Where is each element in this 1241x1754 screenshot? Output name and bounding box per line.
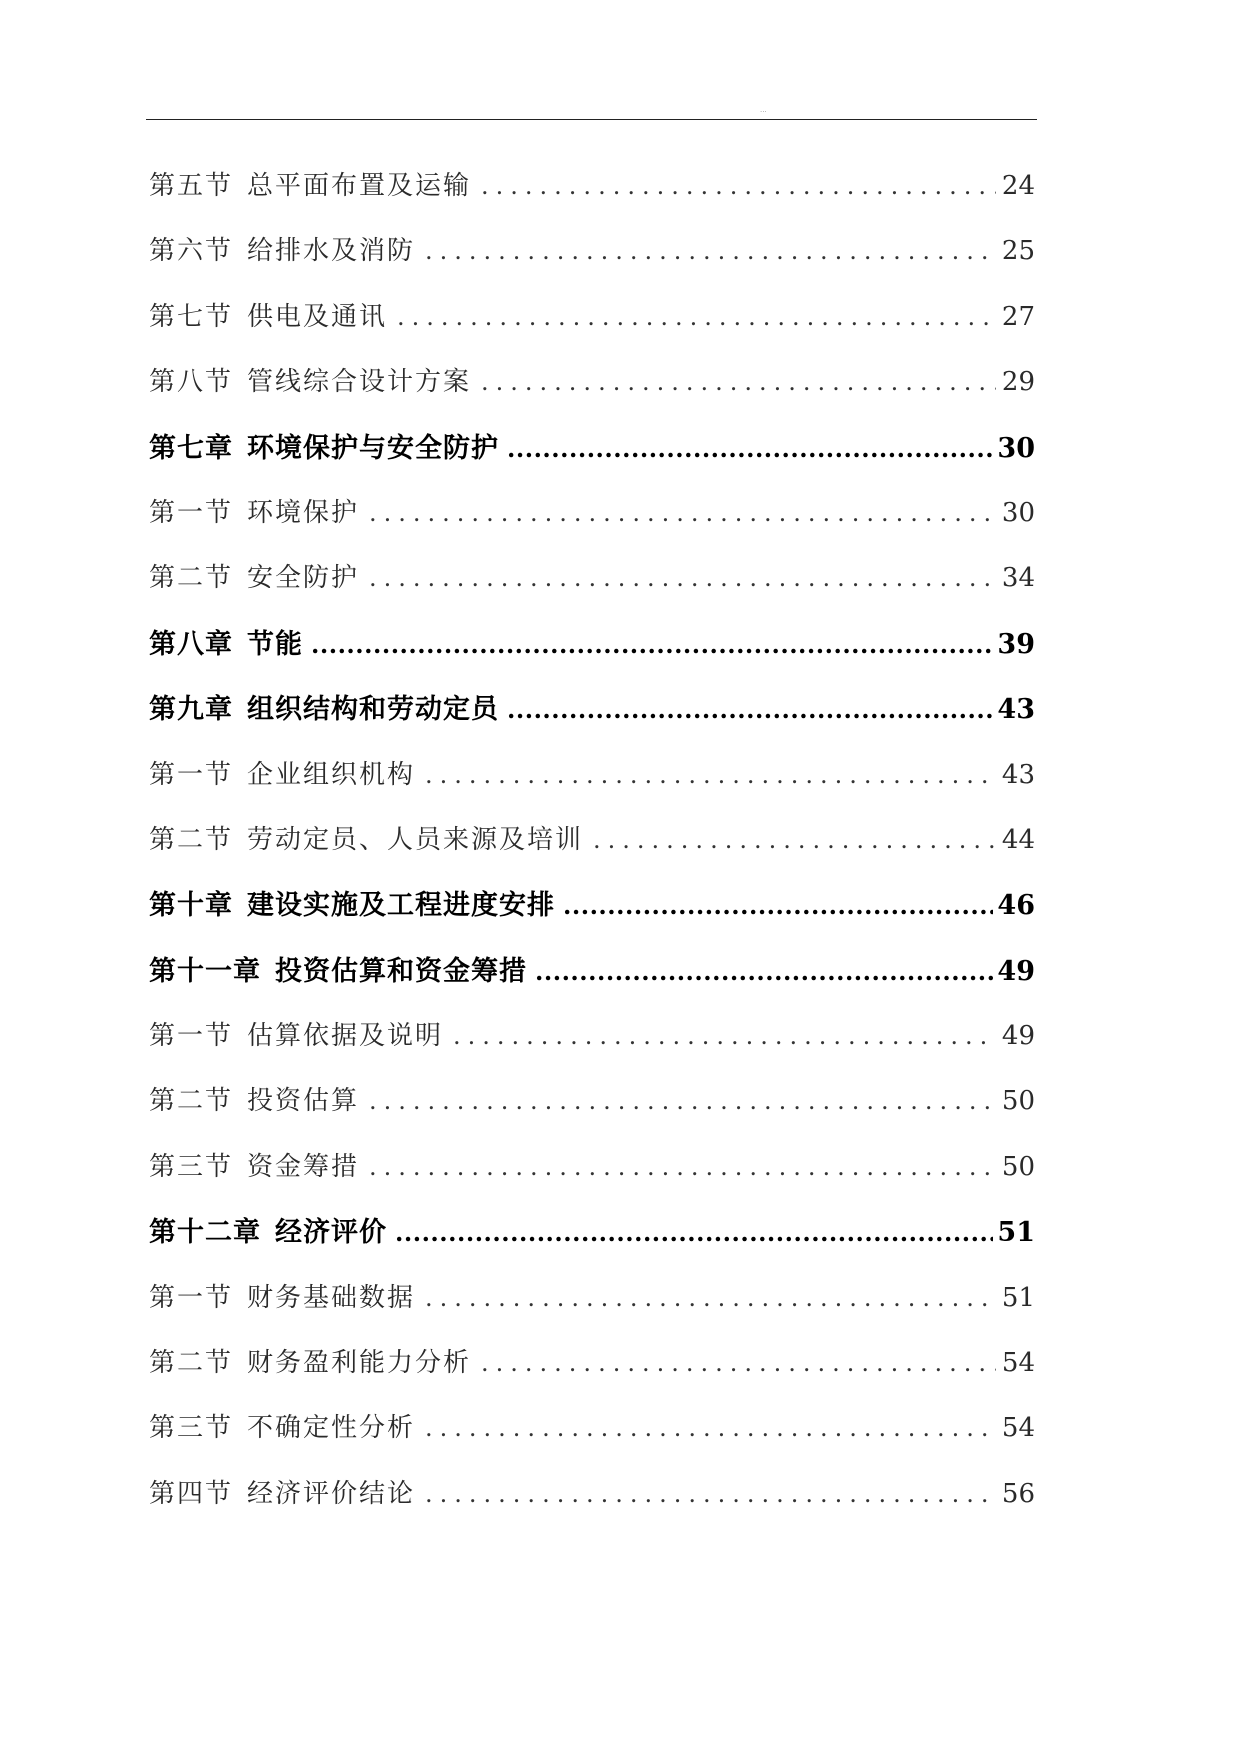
dot-leader	[425, 1266, 996, 1331]
toc-entry-number: 第二节	[149, 824, 234, 855]
dot-leader	[507, 416, 993, 481]
toc-entry-number: 第六节	[149, 236, 234, 267]
toc-entry-title: 环境保护与安全防护	[247, 432, 499, 464]
toc-entry-number: 第十章	[149, 890, 233, 922]
dot-leader	[311, 612, 993, 677]
dot-leader	[369, 481, 996, 546]
toc-entry-page: 25	[1001, 236, 1035, 267]
toc-entry[interactable]	[149, 350, 1035, 415]
toc-entry-number: 第一节	[149, 1021, 234, 1052]
dot-leader	[453, 1004, 996, 1069]
dot-leader	[369, 1069, 996, 1134]
toc-entry-number: 第一节	[149, 497, 234, 528]
toc-entry[interactable]	[149, 808, 1035, 873]
toc-entry-page: 49	[1001, 1021, 1035, 1052]
header-rule	[146, 119, 1037, 120]
toc-entry-page: 50	[1001, 1086, 1035, 1117]
toc-entry-title: 投资估算	[247, 1086, 360, 1117]
dot-leader	[507, 677, 993, 742]
toc-entry-title: 建设实施及工程进度安排	[247, 890, 555, 922]
toc-entry[interactable]	[149, 219, 1035, 284]
toc-entry[interactable]	[149, 939, 1035, 1004]
toc-entry-page: 39	[997, 628, 1035, 660]
toc-entry-page: 30	[1001, 497, 1035, 528]
toc-entry-title: 环境保护	[247, 497, 360, 528]
toc-entry-title: 节能	[247, 628, 303, 660]
toc-entry-title: 投资估算和资金筹措	[275, 955, 527, 987]
dot-leader	[395, 1200, 993, 1265]
toc-entry-number: 第五节	[149, 171, 234, 201]
toc-entry-page: 43	[1001, 759, 1035, 790]
dot-leader	[481, 1331, 996, 1396]
toc-entry[interactable]	[149, 743, 1035, 808]
toc-entry-number: 第二节	[149, 563, 234, 594]
toc-entry[interactable]	[149, 416, 1035, 481]
toc-entry-page: 29	[1001, 367, 1035, 398]
toc-entry-page: 46	[997, 890, 1035, 922]
toc-entry-page: 34	[1001, 563, 1035, 594]
toc-entry[interactable]	[149, 1004, 1035, 1069]
toc-entry[interactable]	[149, 1266, 1035, 1331]
header-mark: ...	[760, 106, 767, 114]
toc-entry-title: 供电及通讯	[247, 301, 388, 332]
toc-entry[interactable]	[149, 1069, 1035, 1134]
toc-entry-number: 第九章	[149, 694, 233, 726]
toc-entry-title: 资金筹措	[247, 1151, 360, 1182]
toc-entry-title: 组织结构和劳动定员	[247, 694, 499, 726]
toc-entry-number: 第八章	[149, 628, 233, 660]
toc-entry-number: 第一节	[149, 759, 234, 790]
toc-entry-page: 50	[1001, 1151, 1035, 1182]
toc-entry-number: 第七节	[149, 301, 234, 332]
dot-leader	[481, 350, 996, 415]
toc-entry-page: 51	[1001, 1282, 1035, 1313]
toc-entry-title: 给排水及消防	[247, 236, 416, 267]
toc-entry-number: 第三节	[149, 1151, 234, 1182]
dot-leader	[593, 808, 996, 873]
toc-entry[interactable]	[149, 1331, 1035, 1396]
toc-entry[interactable]	[149, 154, 1035, 219]
toc-entry-title: 安全防护	[247, 563, 360, 594]
dot-leader	[425, 743, 996, 808]
toc-entry-number: 第八节	[149, 367, 234, 398]
toc-entry-number: 第一节	[149, 1282, 234, 1313]
toc-entry[interactable]	[149, 481, 1035, 546]
toc-entry-title: 企业组织机构	[247, 759, 416, 790]
toc-entry-number: 第二节	[149, 1086, 234, 1117]
dot-leader	[425, 1396, 996, 1461]
toc-entry-title: 经济评价	[275, 1217, 387, 1249]
toc-entry-title: 经济评价结论	[247, 1478, 416, 1509]
toc-entry-page: 30	[997, 432, 1035, 464]
toc-entry-page: 24	[1001, 171, 1035, 201]
toc-entry[interactable]	[149, 1200, 1035, 1265]
toc-entry-number: 第七章	[149, 432, 233, 464]
toc-entry-title: 总平面布置及运输	[247, 171, 472, 201]
toc-entry[interactable]	[149, 677, 1035, 742]
dot-leader	[535, 939, 993, 1004]
table-of-contents	[149, 154, 1035, 1527]
toc-entry-number: 第十二章	[149, 1217, 261, 1249]
toc-entry[interactable]	[149, 1462, 1035, 1527]
dot-leader	[397, 285, 996, 350]
toc-entry-number: 第四节	[149, 1478, 234, 1509]
toc-entry-page: 44	[1001, 824, 1035, 855]
toc-entry-number: 第十一章	[149, 955, 261, 987]
dot-leader	[369, 546, 996, 611]
toc-entry-number: 第三节	[149, 1413, 234, 1444]
toc-entry-page: 51	[997, 1217, 1035, 1249]
dot-leader	[369, 1135, 996, 1200]
toc-entry[interactable]	[149, 612, 1035, 677]
toc-entry-title: 财务基础数据	[247, 1282, 416, 1313]
toc-entry-page: 54	[1001, 1413, 1035, 1444]
dot-leader	[481, 154, 996, 219]
toc-entry-number: 第二节	[149, 1348, 234, 1379]
toc-entry-title: 估算依据及说明	[247, 1021, 444, 1052]
toc-entry[interactable]	[149, 546, 1035, 611]
dot-leader	[563, 873, 993, 938]
toc-entry-page: 43	[997, 694, 1035, 726]
toc-entry-title: 财务盈利能力分析	[247, 1348, 472, 1379]
toc-entry-title: 不确定性分析	[247, 1413, 416, 1444]
toc-entry-title: 管线综合设计方案	[247, 367, 472, 398]
toc-entry-page: 49	[997, 955, 1035, 987]
dot-leader	[425, 219, 996, 284]
toc-entry[interactable]	[149, 1396, 1035, 1461]
toc-entry-page: 27	[1001, 301, 1035, 332]
toc-entry-page: 54	[1001, 1348, 1035, 1379]
toc-entry[interactable]	[149, 1135, 1035, 1200]
toc-entry[interactable]	[149, 873, 1035, 938]
dot-leader	[425, 1462, 996, 1527]
toc-entry[interactable]	[149, 285, 1035, 350]
toc-entry-title: 劳动定员、人员来源及培训	[247, 824, 584, 855]
toc-entry-page: 56	[1001, 1478, 1035, 1509]
